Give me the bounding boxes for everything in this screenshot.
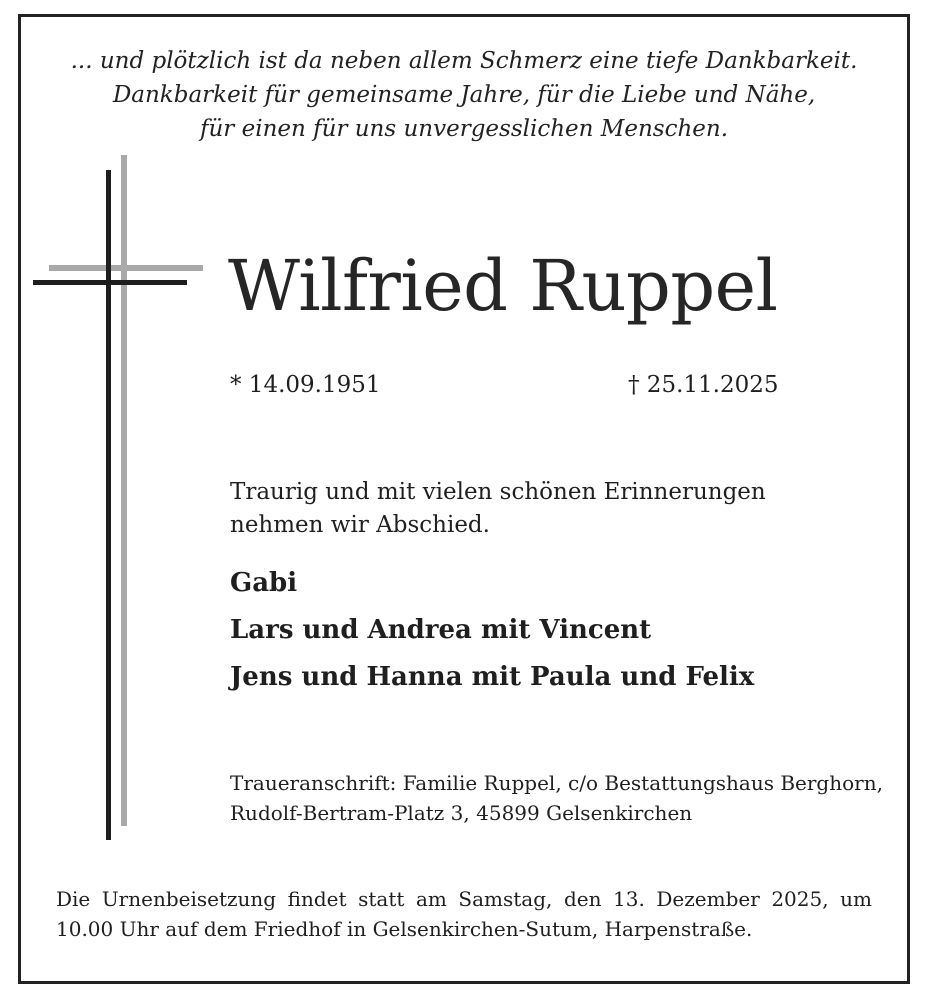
intro-line: Dankbarkeit für gemeinsame Jahre, für die Liebe und Nähe, [112, 82, 816, 108]
cross-black-vertical-bar [106, 170, 111, 840]
address-line: Traueranschrift: Familie Ruppel, c/o Bestattungshaus Berghorn, [230, 771, 883, 795]
intro-line: ... und plötzlich ist da neben allem Schmerz eine tiefe Dankbarkeit. [70, 48, 858, 74]
funeral-line: Die Urnenbeisetzung findet statt am Samstag, den 13. Dezember 2025, um [56, 887, 872, 911]
cross-gray-horizontal-bar [49, 265, 203, 271]
deceased-name: Wilfried Ruppel [228, 245, 778, 327]
intro-quote [0, 44, 928, 146]
mourner-name: Jens und Hanna mit Paula und Felix [230, 662, 755, 692]
death-date: † 25.11.2025 [628, 372, 779, 398]
mourner-name: Lars und Andrea mit Vincent [230, 615, 652, 645]
funeral-line: 10.00 Uhr auf dem Friedhof in Gelsenkirchen-Sutum, Harpenstraße. [56, 917, 753, 941]
farewell-line: Traurig und mit vielen schönen Erinnerungen [230, 479, 766, 505]
intro-line: für einen für uns unvergesslichen Menschen. [199, 116, 729, 142]
funeral-notice [56, 884, 872, 944]
cross-gray-vertical-bar [121, 155, 127, 826]
farewell-text [230, 476, 766, 542]
mourning-address [230, 768, 883, 828]
birth-date: * 14.09.1951 [230, 372, 381, 398]
mourners-list [230, 560, 754, 701]
cross-black-horizontal-bar [33, 280, 187, 285]
mourner-name: Gabi [230, 568, 298, 598]
address-line: Rudolf-Bertram-Platz 3, 45899 Gelsenkirchen [230, 801, 693, 825]
farewell-line: nehmen wir Abschied. [230, 512, 490, 538]
